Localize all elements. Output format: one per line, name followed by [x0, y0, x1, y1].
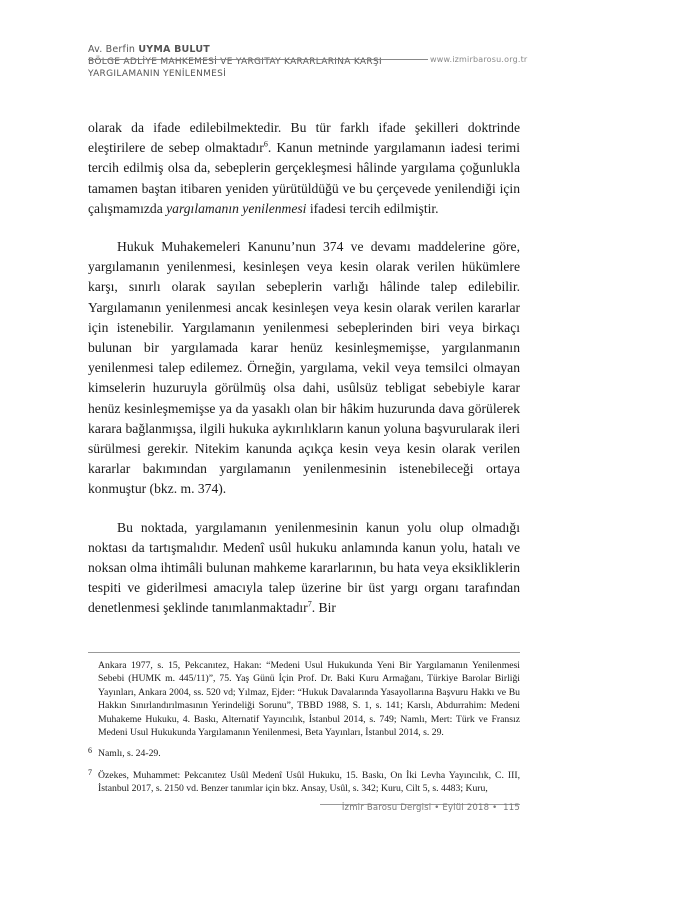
author-name: Av. Berfin UYMA BULUT	[88, 44, 210, 55]
footnote-7: 7 Özekes, Muhammet: Pekcanıtez Usûl Medenî Usûl Hukuku, 15. Baskı, On İki Levha Yayıncılık, C. III, İstanbul 2017, s. 2150 vd. Benzer tanımlar için bkz. Ansay, Usûl, s. 342; Kuru, Cilt 5, s. 4483; Kuru,	[88, 767, 520, 795]
footnote-6: 6 Namlı, s. 24-29.	[88, 746, 161, 760]
article-body	[88, 118, 520, 619]
footnote-ref-7[interactable]: 7	[307, 599, 312, 609]
paragraph-2: Hukuk Muhakemeleri Kanunu’nun 374 ve devamı maddelerine göre, yargılamanın yenilenmesi, kesinleşen veya kesin olarak verilen hükümlere karşı, sınırlı olarak sayılan sebeplerin varlığı hâlinde talep edilebilir. Yargılamanın yenilenmesi ancak kesinleşen veya kesin olarak verilen kararlar için istenebilir. Yargılamanın yenilenmesi sebeplerinden biri veya birkaçı bulunan bir yargılamada karar henüz kesinleşmemişse, yargılanmanın yenilenmesi talep edilemez. Örneğin, yargılama, vekil veya temsilci olmayan kimselerin huzuruyla görülmüş olsa dahi, usûlsüz tebligat sebebiyle karar henüz kesinleşmemişse ya da yasaklı olan bir hâkim huzurunda dava görülerek karara bağlanmışsa, ilgili hukuka aykırılıkların kanun yoluna başvurularak ileri sürülmesi gerekir. Nitekim kanunda açıkça kesin veya kesin olarak verilen kararlar bakımından yargılamanın yenilenmesinin istenebileceği ortaya konmuştur (bkz. m. 374).	[88, 239, 520, 497]
paragraph-1: olarak da ifade edilebilmektedir. Bu tür farklı ifade şekilleri doktrinde eleştirilere de sebep olmaktadır$^6$. Kanun metninde yargılamanın iadesi terimi tercih edilmiş olsa da, sebeplerin gerçekleşmesi hâlinde yargılama çoğunlukla tamamen baştan itibaren yeniden yürütüldüğü ve bu çerçevede yenilendiği için çalışmamızda yargılamanın yenilenmesi ifadesi tercih edilmiştir.	[88, 120, 520, 216]
footnotes	[88, 659, 520, 796]
running-header	[88, 44, 608, 80]
footnote-ref-6[interactable]: 6	[263, 139, 268, 149]
article-title: BÖLGE ADLİYE MAHKEMESİ VE YARGITAY KARARLARINA KARŞI YARGILAMANIN YENİLENMESİ	[88, 57, 382, 79]
footnote-continuation: Ankara 1977, s. 15, Pekcanıtez, Hakan: “Medeni Usul Hukukunda Yeni Bir Yargılamanın Yenilenmesi Sebebi (HUMK m. 445/11)”, 75. Yaş Günü İçin Prof. Dr. Baki Kuru Armağanı, Türkiye Barolar Birliği Yayınları, Ankara 2004, ss. 520 vd; Yılmaz, Ejder: “Hukuk Davalarında Yasayollarına Başvuru Hakkı ve Bu Hakkın Sınırlandırılmasının Yerindeliği Sorunu”, TBBD 1988, S. 1, s. 141; Karslı, Abdurrahim: Medeni Muhakeme Hukuku, 4. Baskı, Alternatif Yayıncılık, İstanbul 2014, s. 749; Namlı, Mert: Türk ve Fransız Medeni Usul Hukukunda Yargılamanın Yenilenmesi, Beta Yayınları, İstanbul 2014, s. 29.	[98, 660, 520, 739]
website-link[interactable]: www.izmirbarosu.org.tr	[430, 55, 528, 64]
footnote-divider	[88, 652, 520, 653]
page-number: 115	[503, 803, 520, 813]
page-footer: İzmir Barosu Dergisi • Eylül 2018 • 115	[341, 803, 520, 813]
header-divider	[88, 59, 428, 60]
paragraph-3: Bu noktada, yargılamanın yenilenmesinin kanun yolu olup olmadığı noktası da tartışmalıdır. Medenî usûl hukuku anlamında kanun yolu, hatalı ve noksan olma ihtimâli bulunan mahkeme kararlarının, bu hata veya eksikliklerin tespiti ve giderilmesi amacıyla talep üzerine bir üst yargı organı tarafından denetlenmesi şeklinde tanımlanmaktadır$^7$. Bir	[88, 519, 520, 616]
